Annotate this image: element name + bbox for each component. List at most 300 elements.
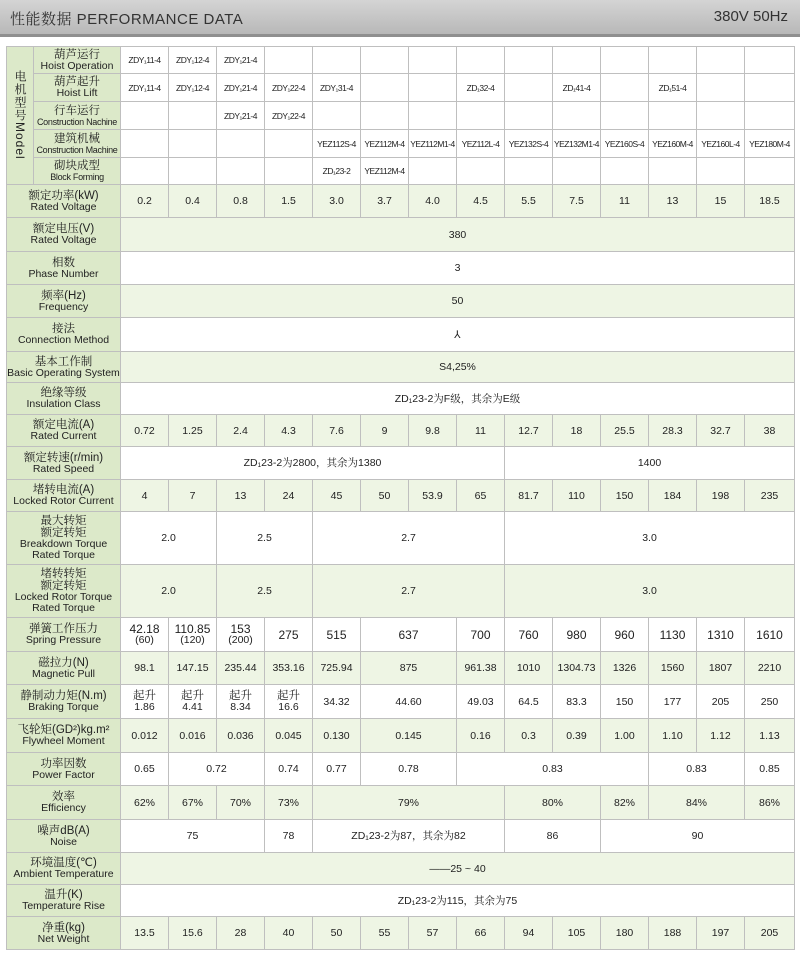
locked_torque-value: 2.7 bbox=[313, 565, 505, 618]
spring-value-top: 42.18 bbox=[129, 622, 160, 636]
table-row bbox=[7, 383, 795, 415]
model-row-2-label bbox=[34, 102, 121, 130]
weight-value: 180 bbox=[601, 917, 649, 950]
flywheel-label bbox=[7, 719, 121, 753]
weight-value: 66 bbox=[457, 917, 505, 950]
efficiency-value: 80% bbox=[505, 786, 601, 820]
braking-value: 250 bbox=[745, 685, 795, 719]
spring-cn: 弹簧工作压力 bbox=[29, 623, 98, 635]
model-row-0-label bbox=[34, 47, 121, 74]
flywheel-value: 0.3 bbox=[505, 719, 553, 753]
magnetic-value: 1560 bbox=[649, 652, 697, 685]
weight-value: 50 bbox=[313, 917, 361, 950]
model-cell: YEZ112L-4 bbox=[457, 130, 505, 158]
frequency-en: Frequency bbox=[38, 300, 89, 313]
power-value: 1.5 bbox=[265, 185, 313, 218]
power-cn: 额定功率(kW) bbox=[28, 189, 99, 202]
efficiency-value: 62% bbox=[121, 786, 169, 820]
flywheel-value: 1.10 bbox=[649, 719, 697, 753]
braking-lift-value bbox=[169, 685, 217, 719]
model-row-1-label bbox=[34, 74, 121, 102]
spring-value: 637 bbox=[361, 618, 457, 652]
model-cell bbox=[265, 130, 313, 158]
table-row bbox=[7, 74, 795, 102]
braking-value: 205 bbox=[697, 685, 745, 719]
current-value: 18 bbox=[553, 415, 601, 447]
braking-lift-number: 16.6 bbox=[278, 701, 299, 713]
model-cell: ZD₁32-4 bbox=[457, 74, 505, 102]
noise-value: 75 bbox=[121, 820, 265, 853]
current-value: 12.7 bbox=[505, 415, 553, 447]
efficiency-value: 79% bbox=[313, 786, 505, 820]
model-cell bbox=[217, 158, 265, 185]
model-cell: ZDY₁22-4 bbox=[265, 74, 313, 102]
magnetic-cn: 磁拉力(N) bbox=[38, 656, 89, 669]
ambient-label bbox=[7, 853, 121, 885]
table-row bbox=[7, 565, 795, 618]
model-cell bbox=[553, 102, 601, 130]
model-cell bbox=[361, 74, 409, 102]
power-value: 0.2 bbox=[121, 185, 169, 218]
insulation-value: ZD₁23-2为F级，其余为E级 bbox=[121, 383, 795, 415]
weight-value: 15.6 bbox=[169, 917, 217, 950]
spring-value: 1310 bbox=[697, 618, 745, 652]
magnetic-value: 98.1 bbox=[121, 652, 169, 685]
model-cell bbox=[649, 47, 697, 74]
locked_torque-cn2: 额定转矩 bbox=[40, 580, 87, 592]
table-row bbox=[7, 685, 795, 719]
power_factor-value: 0.74 bbox=[265, 753, 313, 786]
table-row bbox=[7, 318, 795, 352]
locked_torque-value: 2.5 bbox=[217, 565, 313, 618]
braking-value: 64.5 bbox=[505, 685, 553, 719]
model-cell bbox=[409, 158, 457, 185]
power-value: 13 bbox=[649, 185, 697, 218]
locked_current-value: 150 bbox=[601, 480, 649, 512]
current-value: 25.5 bbox=[601, 415, 649, 447]
current-value: 4.3 bbox=[265, 415, 313, 447]
current-value: 32.7 bbox=[697, 415, 745, 447]
model-cell: YEZ180M-4 bbox=[745, 130, 795, 158]
power-value: 5.5 bbox=[505, 185, 553, 218]
braking-lift-value bbox=[121, 685, 169, 719]
model-cell: YEZ112M1-4 bbox=[409, 130, 457, 158]
efficiency-value: 82% bbox=[601, 786, 649, 820]
power_factor-en: Power Factor bbox=[32, 768, 95, 781]
table-row bbox=[7, 512, 795, 565]
table-row bbox=[7, 917, 795, 950]
speed-cn: 额定转速(r/min) bbox=[23, 451, 104, 464]
power_factor-value: 0.77 bbox=[313, 753, 361, 786]
model-cell bbox=[265, 47, 313, 74]
model-cell bbox=[361, 102, 409, 130]
model-cell bbox=[553, 158, 601, 185]
operating-en: Basic Operating System bbox=[7, 366, 120, 379]
spring-value-top: 110.85 bbox=[174, 622, 211, 636]
operating-cn: 基本工作制 bbox=[34, 355, 93, 368]
braking-value: 49.03 bbox=[457, 685, 505, 719]
locked_current-value: 45 bbox=[313, 480, 361, 512]
braking-en: Braking Torque bbox=[28, 701, 99, 713]
model-cell bbox=[745, 102, 795, 130]
model-cell bbox=[601, 74, 649, 102]
model-cell bbox=[649, 102, 697, 130]
weight-value: 94 bbox=[505, 917, 553, 950]
voltage-label bbox=[7, 218, 121, 252]
spring-value-bottom: (200) bbox=[228, 634, 253, 646]
noise-label bbox=[7, 820, 121, 853]
table-row bbox=[7, 130, 795, 158]
locked_torque-value: 2.0 bbox=[121, 565, 217, 618]
magnetic-value: 353.16 bbox=[265, 652, 313, 685]
table-row bbox=[7, 618, 795, 652]
model-cell: YEZ132M1-4 bbox=[553, 130, 601, 158]
speed-value-a: ZD₁23-2为2800，其余为1380 bbox=[121, 447, 505, 480]
spring-value: 275 bbox=[265, 618, 313, 652]
model-cell bbox=[169, 158, 217, 185]
temp_rise-cn: 温升(K) bbox=[44, 889, 83, 901]
locked_current-value: 13 bbox=[217, 480, 265, 512]
weight-value: 57 bbox=[409, 917, 457, 950]
temp_rise-en: Temperature Rise bbox=[22, 900, 105, 912]
power_factor-value: 0.83 bbox=[649, 753, 745, 786]
table-row bbox=[7, 820, 795, 853]
power-value: 11 bbox=[601, 185, 649, 218]
spring-value bbox=[121, 618, 169, 652]
model-cell: ZDY₁21-4 bbox=[217, 102, 265, 130]
model-row-4-en: Block Forming bbox=[50, 172, 104, 182]
flywheel-value: 0.16 bbox=[457, 719, 505, 753]
model-cell bbox=[169, 102, 217, 130]
insulation-en: Insulation Class bbox=[26, 398, 101, 410]
model-cell bbox=[409, 102, 457, 130]
model-row-3-en: Construction Machine bbox=[36, 144, 118, 155]
current-value: 38 bbox=[745, 415, 795, 447]
locked_current-value: 24 bbox=[265, 480, 313, 512]
current-value: 0.72 bbox=[121, 415, 169, 447]
flywheel-value: 1.00 bbox=[601, 719, 649, 753]
weight-value: 105 bbox=[553, 917, 601, 950]
noise-en: Noise bbox=[50, 835, 77, 848]
breakdown-cn1: 最大转矩 bbox=[40, 515, 87, 527]
power-value: 7.5 bbox=[553, 185, 601, 218]
frequency-label bbox=[7, 285, 121, 318]
phase-en: Phase Number bbox=[28, 267, 99, 280]
braking-lift-label: 起升 bbox=[181, 690, 204, 702]
spring-value: 515 bbox=[313, 618, 361, 652]
current-value: 2.4 bbox=[217, 415, 265, 447]
power-value: 3.7 bbox=[361, 185, 409, 218]
model-cell bbox=[313, 47, 361, 74]
model-cell bbox=[313, 102, 361, 130]
weight-value: 197 bbox=[697, 917, 745, 950]
breakdown-value: 2.5 bbox=[217, 512, 313, 565]
operating-label bbox=[7, 352, 121, 383]
voltage-frequency-label: 380V 50Hz bbox=[713, 8, 788, 25]
insulation-cn: 绝缘等级 bbox=[40, 387, 87, 399]
power_factor-value: 0.65 bbox=[121, 753, 169, 786]
spring-value bbox=[169, 618, 217, 652]
power-value: 18.5 bbox=[745, 185, 795, 218]
efficiency-cn: 效率 bbox=[52, 791, 75, 803]
model-cell bbox=[121, 158, 169, 185]
connection-en: Connection Method bbox=[17, 334, 110, 346]
braking-value: 83.3 bbox=[553, 685, 601, 719]
model-cell bbox=[457, 158, 505, 185]
power_factor-value: 0.85 bbox=[745, 753, 795, 786]
weight-value: 55 bbox=[361, 917, 409, 950]
spring-value: 700 bbox=[457, 618, 505, 652]
weight-value: 40 bbox=[265, 917, 313, 950]
braking-lift-number: 4.41 bbox=[182, 701, 203, 713]
spring-value: 1130 bbox=[649, 618, 697, 652]
model-cell bbox=[505, 74, 553, 102]
efficiency-value: 73% bbox=[265, 786, 313, 820]
spring-value-bottom: (120) bbox=[180, 634, 205, 646]
model-cell: ZDY₁12-4 bbox=[169, 74, 217, 102]
magnetic-value: 1304.73 bbox=[553, 652, 601, 685]
current-label bbox=[7, 415, 121, 447]
flywheel-en: Flywheel Moment bbox=[22, 735, 105, 747]
model-label: 电机型号Model bbox=[13, 69, 27, 160]
model-cell bbox=[409, 47, 457, 74]
breakdown-en2: Rated Torque bbox=[32, 549, 95, 561]
voltage-cn: 额定电压(V) bbox=[32, 223, 95, 235]
locked_torque-label bbox=[7, 565, 121, 618]
model-cell bbox=[457, 102, 505, 130]
locked_current-value: 110 bbox=[553, 480, 601, 512]
model-cell bbox=[457, 47, 505, 74]
efficiency-value: 67% bbox=[169, 786, 217, 820]
model-cell bbox=[505, 47, 553, 74]
connection-label bbox=[7, 318, 121, 352]
table-row bbox=[7, 252, 795, 285]
model-cell bbox=[217, 130, 265, 158]
magnetic-value: 235.44 bbox=[217, 652, 265, 685]
model-row-0-cn: 葫芦运行 bbox=[54, 48, 100, 61]
model-cell: ZD₁23-2 bbox=[313, 158, 361, 185]
ambient-value: ——25 ~ 40 bbox=[121, 853, 795, 885]
voltage-value: 380 bbox=[121, 218, 795, 252]
breakdown-value: 2.0 bbox=[121, 512, 217, 565]
locked_current-value: 184 bbox=[649, 480, 697, 512]
flywheel-value: 0.145 bbox=[361, 719, 457, 753]
ambient-en: Ambient Temperature bbox=[13, 868, 114, 880]
power-value: 0.4 bbox=[169, 185, 217, 218]
locked_current-value: 50 bbox=[361, 480, 409, 512]
table-row bbox=[7, 285, 795, 318]
magnetic-value: 1326 bbox=[601, 652, 649, 685]
table-row bbox=[7, 652, 795, 685]
temp_rise-value: ZD₁23-2为115，其余为75 bbox=[121, 885, 795, 917]
power-value: 4.5 bbox=[457, 185, 505, 218]
spring-en: Spring Pressure bbox=[25, 634, 102, 646]
speed-label bbox=[7, 447, 121, 480]
spring-value: 980 bbox=[553, 618, 601, 652]
model-cell bbox=[505, 158, 553, 185]
temp_rise-label bbox=[7, 885, 121, 917]
braking-cn: 静制动力矩(N.m) bbox=[20, 690, 107, 702]
braking-lift-number: 8.34 bbox=[230, 701, 251, 713]
model-row-2-cn: 行车运行 bbox=[54, 104, 100, 117]
power-value: 4.0 bbox=[409, 185, 457, 218]
voltage-en: Rated Voltage bbox=[30, 234, 97, 246]
power-value: 0.8 bbox=[217, 185, 265, 218]
magnetic-value: 2210 bbox=[745, 652, 795, 685]
braking-lift-label: 起升 bbox=[277, 690, 300, 702]
page-title: 性能数据 PERFORMANCE DATA bbox=[10, 11, 244, 28]
model-row-1-en: Hoist Lift bbox=[56, 87, 98, 99]
noise-value: 78 bbox=[265, 820, 313, 853]
table-row bbox=[7, 753, 795, 786]
ambient-cn: 环境温度(℃) bbox=[30, 857, 97, 869]
model-cell: ZDY₁12-4 bbox=[169, 47, 217, 74]
current-value: 7.6 bbox=[313, 415, 361, 447]
braking-label bbox=[7, 685, 121, 719]
model-cell: ZDY₁11-4 bbox=[121, 74, 169, 102]
model-cell bbox=[169, 130, 217, 158]
noise-cn: 噪声dB(A) bbox=[37, 824, 90, 837]
flywheel-value: 1.12 bbox=[697, 719, 745, 753]
locked_current-value: 7 bbox=[169, 480, 217, 512]
phase-label bbox=[7, 252, 121, 285]
current-value: 28.3 bbox=[649, 415, 697, 447]
current-cn: 额定电流(A) bbox=[32, 419, 95, 431]
model-row-0-en: Hoist Operation bbox=[40, 59, 114, 72]
power-value: 3.0 bbox=[313, 185, 361, 218]
power_factor-value: 0.83 bbox=[457, 753, 649, 786]
model-cell bbox=[697, 102, 745, 130]
locked_current-label bbox=[7, 480, 121, 512]
model-cell bbox=[361, 47, 409, 74]
weight-value: 205 bbox=[745, 917, 795, 950]
efficiency-value: 86% bbox=[745, 786, 795, 820]
model-side-label bbox=[7, 47, 34, 185]
phase-cn: 相数 bbox=[52, 256, 75, 269]
flywheel-value: 0.39 bbox=[553, 719, 601, 753]
table-row bbox=[7, 885, 795, 917]
table-row bbox=[7, 158, 795, 185]
frequency-value: 50 bbox=[121, 285, 795, 318]
breakdown-label bbox=[7, 512, 121, 565]
power_factor-cn: 功率因数 bbox=[40, 757, 87, 770]
model-cell bbox=[121, 102, 169, 130]
power_factor-value: 0.72 bbox=[169, 753, 265, 786]
breakdown-cn2: 额定转矩 bbox=[40, 527, 87, 539]
flywheel-value: 0.130 bbox=[313, 719, 361, 753]
efficiency-label bbox=[7, 786, 121, 820]
locked_torque-en1: Locked Rotor Torque bbox=[14, 591, 113, 603]
weight-label bbox=[7, 917, 121, 950]
frequency-cn: 频率(Hz) bbox=[41, 289, 86, 302]
magnetic-value: 875 bbox=[361, 652, 457, 685]
current-value: 1.25 bbox=[169, 415, 217, 447]
magnetic-label bbox=[7, 652, 121, 685]
model-cell bbox=[553, 47, 601, 74]
locked_torque-cn1: 堵转转矩 bbox=[40, 568, 87, 580]
power-en: Rated Voltage bbox=[30, 200, 97, 213]
model-cell bbox=[745, 47, 795, 74]
operating-value: S4,25% bbox=[121, 352, 795, 383]
model-cell: ZDY₁21-4 bbox=[217, 47, 265, 74]
model-cell bbox=[649, 158, 697, 185]
flywheel-value: 0.045 bbox=[265, 719, 313, 753]
spring-value-top: 153 bbox=[230, 622, 251, 636]
model-cell bbox=[601, 158, 649, 185]
model-cell: YEZ132S-4 bbox=[505, 130, 553, 158]
model-cell: YEZ160S-4 bbox=[601, 130, 649, 158]
locked_current-en: Locked Rotor Current bbox=[13, 495, 114, 507]
locked_torque-en2: Rated Torque bbox=[32, 602, 95, 614]
current-value: 9.8 bbox=[409, 415, 457, 447]
table-row bbox=[7, 786, 795, 820]
model-cell bbox=[601, 102, 649, 130]
power-label bbox=[7, 185, 121, 218]
current-en: Rated Current bbox=[30, 430, 97, 442]
table-row bbox=[7, 352, 795, 383]
model-cell bbox=[265, 158, 313, 185]
table-row bbox=[7, 102, 795, 130]
model-cell bbox=[745, 158, 795, 185]
connection-cn: 接法 bbox=[52, 323, 75, 335]
phase-value: 3 bbox=[121, 252, 795, 285]
breakdown-en1: Breakdown Torque bbox=[19, 538, 108, 550]
model-row-3-label bbox=[34, 130, 121, 158]
weight-value: 13.5 bbox=[121, 917, 169, 950]
model-cell bbox=[505, 102, 553, 130]
magnetic-value: 1010 bbox=[505, 652, 553, 685]
current-value: 9 bbox=[361, 415, 409, 447]
model-cell: ZDY₁11-4 bbox=[121, 47, 169, 74]
locked_torque-value: 3.0 bbox=[505, 565, 795, 618]
braking-value: 44.60 bbox=[361, 685, 457, 719]
braking-lift-label: 起升 bbox=[229, 690, 252, 702]
table-row bbox=[7, 415, 795, 447]
efficiency-en: Efficiency bbox=[41, 802, 86, 814]
table-row bbox=[7, 719, 795, 753]
model-cell: ZD₁51-4 bbox=[649, 74, 697, 102]
braking-lift-label: 起升 bbox=[133, 690, 156, 702]
weight-value: 188 bbox=[649, 917, 697, 950]
model-cell: YEZ160M-4 bbox=[649, 130, 697, 158]
magnetic-en: Magnetic Pull bbox=[31, 667, 96, 680]
power_factor-value: 0.78 bbox=[361, 753, 457, 786]
model-cell bbox=[697, 158, 745, 185]
breakdown-value: 3.0 bbox=[505, 512, 795, 565]
weight-cn: 净重(kg) bbox=[42, 921, 85, 934]
spring-value bbox=[217, 618, 265, 652]
braking-lift-value bbox=[217, 685, 265, 719]
model-cell: YEZ160L-4 bbox=[697, 130, 745, 158]
efficiency-value: 70% bbox=[217, 786, 265, 820]
flywheel-value: 0.012 bbox=[121, 719, 169, 753]
noise-value: 86 bbox=[505, 820, 601, 853]
model-row-1-cn: 葫芦起升 bbox=[54, 76, 100, 88]
weight-en: Net Weight bbox=[37, 932, 90, 945]
current-value: 11 bbox=[457, 415, 505, 447]
model-cell bbox=[745, 74, 795, 102]
speed-en: Rated Speed bbox=[32, 462, 95, 475]
model-row-4-label bbox=[34, 158, 121, 185]
braking-lift-number: 1.86 bbox=[134, 701, 155, 713]
model-cell: YEZ112S-4 bbox=[313, 130, 361, 158]
model-cell: ZDY₁22-4 bbox=[265, 102, 313, 130]
noise-value: ZD₁23-2为87，其余为82 bbox=[313, 820, 505, 853]
page-header bbox=[0, 0, 800, 37]
flywheel-value: 1.13 bbox=[745, 719, 795, 753]
model-row-3-cn: 建筑机械 bbox=[54, 132, 100, 145]
braking-lift-value bbox=[265, 685, 313, 719]
